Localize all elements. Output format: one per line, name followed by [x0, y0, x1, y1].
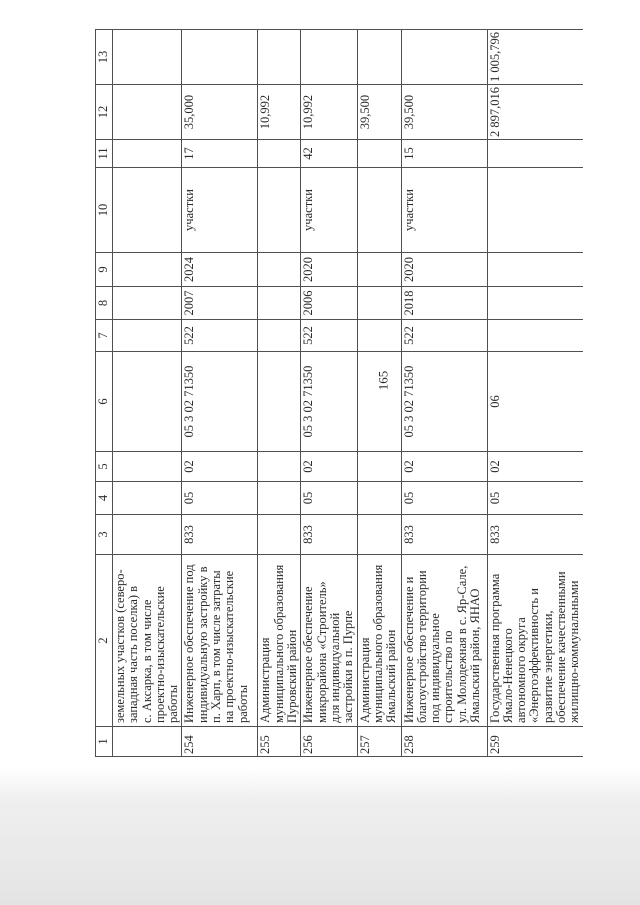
cell-col-8: 2007 [182, 287, 258, 320]
table-row [487, 30, 583, 757]
cell-col-12: 39,500 [357, 85, 401, 140]
column-number-header: 11 [96, 140, 113, 168]
table-row [258, 30, 301, 757]
page-number: 165 [375, 370, 391, 391]
cell-col-13 [182, 30, 258, 85]
cell-col-3 [357, 515, 401, 555]
cell-col-12: 10,992 [258, 85, 301, 140]
cell-col-5 [113, 452, 182, 482]
column-number-header: 7 [96, 320, 113, 352]
cell-col-5: 02 [487, 452, 583, 482]
cell-col-13 [258, 30, 301, 85]
column-number-header: 12 [96, 85, 113, 140]
table-row [301, 30, 357, 757]
cell-col-8: 2006 [301, 287, 357, 320]
cell-col-5 [258, 452, 301, 482]
cell-col-3: 833 [401, 515, 487, 555]
table-row [182, 30, 258, 757]
cell-col-6: 05 3 02 71350 [301, 352, 357, 452]
cell-col-11 [357, 140, 401, 168]
rotated-table-wrapper [95, 30, 582, 757]
cell-col-12: 35,000 [182, 85, 258, 140]
table-row [357, 30, 401, 757]
cell-col-8: 2018 [401, 287, 487, 320]
cell-col-8 [113, 287, 182, 320]
cell-col-7: 522 [182, 320, 258, 352]
cell-col-12 [113, 85, 182, 140]
cell-col-7: 522 [401, 320, 487, 352]
cell-col-9 [113, 253, 182, 287]
object-name-cell: Администрация муниципального образования Ямальский район [357, 555, 401, 727]
column-number-header: 3 [96, 515, 113, 555]
cell-col-3 [113, 515, 182, 555]
row-number-cell: 258 [401, 727, 487, 757]
cell-col-4: 05 [182, 482, 258, 515]
cell-col-7 [258, 320, 301, 352]
cell-col-4 [258, 482, 301, 515]
cell-col-9: 2020 [301, 253, 357, 287]
cell-col-8 [357, 287, 401, 320]
cell-col-9: 2024 [182, 253, 258, 287]
row-number-cell: 259 [487, 727, 583, 757]
cell-col-5: 02 [182, 452, 258, 482]
object-name-cell: Инженерное обеспечение под индивидуальную застройку в п. Харп, в том числе затраты на проектно-изыскательские работы [182, 555, 258, 727]
cell-col-3: 833 [301, 515, 357, 555]
cell-col-4: 05 [301, 482, 357, 515]
cell-col-6 [113, 352, 182, 452]
cell-col-7 [487, 320, 583, 352]
column-number-header: 9 [96, 253, 113, 287]
cell-col-6 [357, 352, 401, 452]
cell-col-4: 05 [487, 482, 583, 515]
cell-col-10: участки [301, 168, 357, 253]
column-number-header: 6 [96, 352, 113, 452]
table-row [113, 30, 182, 757]
row-number-cell: 254 [182, 727, 258, 757]
object-name-cell: Администрация муниципального образования Пуровский район [258, 555, 301, 727]
cell-col-9: 2020 [401, 253, 487, 287]
cell-col-10 [357, 168, 401, 253]
cell-col-5: 02 [401, 452, 487, 482]
cell-col-11 [487, 140, 583, 168]
cell-col-13 [113, 30, 182, 85]
header-row [96, 30, 113, 757]
column-number-header: 2 [96, 555, 113, 727]
object-name-cell: земельных участков (северо- западная часть поселка) в с. Аксарка, в том числе проектно-изыскательские работы [113, 555, 182, 727]
cell-col-3: 833 [487, 515, 583, 555]
column-number-header: 1 [96, 727, 113, 757]
cell-col-13 [401, 30, 487, 85]
object-name-cell: Инженерное обеспечение и благоустройство территории под индивидуальное строительство по ул. Молодежная в с. Яр-Сале, Ямальский район, ЯНАО [401, 555, 487, 727]
row-number-cell: 255 [258, 727, 301, 757]
cell-col-11 [113, 140, 182, 168]
cell-col-13 [301, 30, 357, 85]
cell-col-8 [487, 287, 583, 320]
cell-col-12: 2 897,016 [487, 85, 583, 140]
cell-col-5 [357, 452, 401, 482]
cell-col-6: 05 3 02 71350 [182, 352, 258, 452]
cell-col-3: 833 [182, 515, 258, 555]
row-number-cell: 257 [357, 727, 401, 757]
cell-col-6 [258, 352, 301, 452]
cell-col-4: 05 [401, 482, 487, 515]
investment-program-table [95, 29, 583, 757]
cell-col-11: 17 [182, 140, 258, 168]
cell-col-7 [357, 320, 401, 352]
cell-col-10: участки [182, 168, 258, 253]
cell-col-11: 42 [301, 140, 357, 168]
object-name-cell: Инженерное обеспечение микрорайона «Строитель» для индивидуальной застройки в п. Пурпе [301, 555, 357, 727]
cell-col-7: 522 [301, 320, 357, 352]
cell-col-10 [113, 168, 182, 253]
cell-col-12: 39,500 [401, 85, 487, 140]
cell-col-3 [258, 515, 301, 555]
table-row [401, 30, 487, 757]
column-number-header: 4 [96, 482, 113, 515]
cell-col-10 [487, 168, 583, 253]
cell-col-10 [258, 168, 301, 253]
cell-col-9 [258, 253, 301, 287]
cell-col-6: 06 [487, 352, 583, 452]
cell-col-9 [357, 253, 401, 287]
row-number-cell: 256 [301, 727, 357, 757]
object-name-cell: Государственная программа Ямало-Ненецкого автономного округа «Энергоэффективность и развитие энергетики, обеспечение качественными жилищно-коммунальными [487, 555, 583, 727]
cell-col-7 [113, 320, 182, 352]
cell-col-12: 10,992 [301, 85, 357, 140]
column-number-header: 10 [96, 168, 113, 253]
cell-col-9 [487, 253, 583, 287]
cell-col-8 [258, 287, 301, 320]
cell-col-4 [357, 482, 401, 515]
cell-col-5: 02 [301, 452, 357, 482]
row-number-cell [113, 727, 182, 757]
cell-col-11 [258, 140, 301, 168]
column-number-header: 13 [96, 30, 113, 85]
cell-col-4 [113, 482, 182, 515]
cell-col-13: 1 005,796 [487, 30, 583, 85]
cell-col-13 [357, 30, 401, 85]
cell-col-6: 05 3 02 71350 [401, 352, 487, 452]
cell-col-10: участки [401, 168, 487, 253]
column-number-header: 8 [96, 287, 113, 320]
column-number-header: 5 [96, 452, 113, 482]
cell-col-11: 15 [401, 140, 487, 168]
